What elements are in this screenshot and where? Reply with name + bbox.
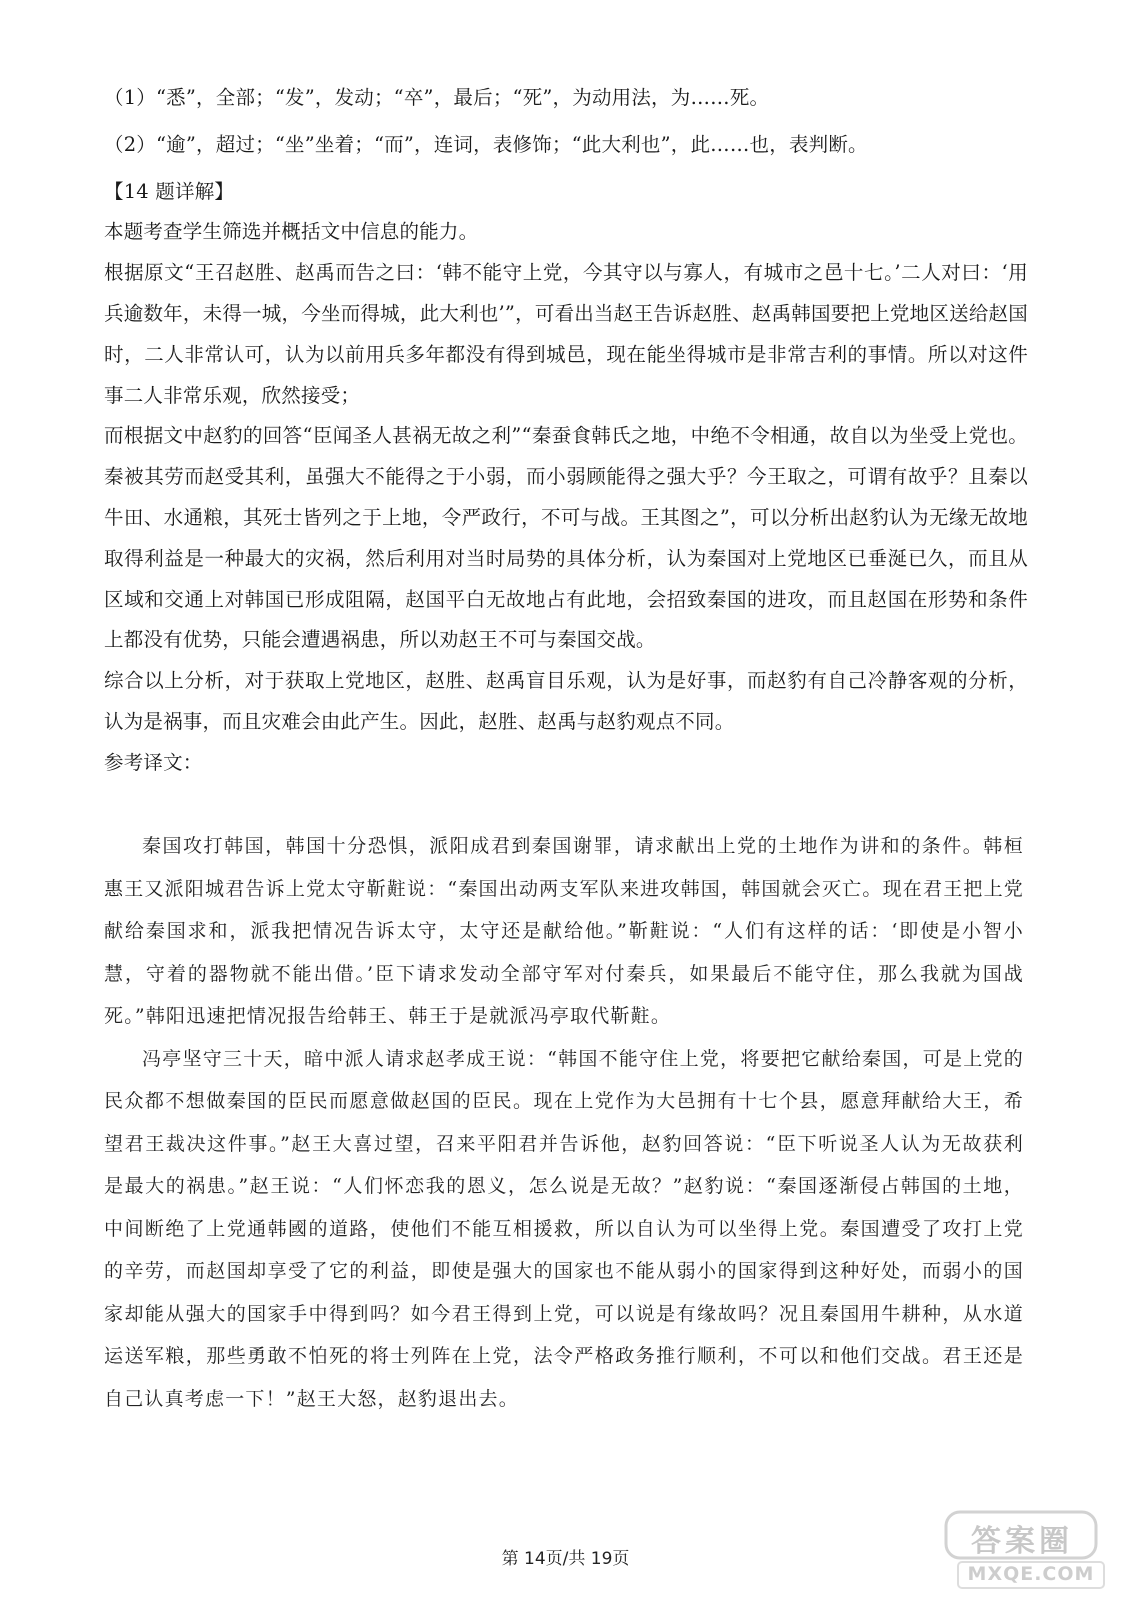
analysis-paragraph-2: 根据原文“王召赵胜、赵禹而告之曰：‘韩不能守上党，今其守以与寡人，有城市之邑十七。’二人对曰：‘用兵逾数年，未得一城，今坐而得城，此大利也’”，可看出当赵王告诉赵胜、赵禹韩国要把上党地区送给赵国时，二人非常认可，认为以前用兵多年都没有得到城邑，现在能坐得城市是非常吉利的事情。所以对这件事二人非常乐观，欣然接受； [104,261,1028,407]
page-number: 第 14页/共 19页 [501,1549,630,1569]
watermark-logo-text: 答案圈 [971,1524,1073,1559]
answer-section [104,78,1028,784]
translation-paragraph-1: 秦国攻打韩国，韩国十分恐惧，派阳成君到秦国谢罪，请求献出上党的土地作为讲和的条件。韩桓惠王又派阳城君告诉上党太守靳黈说：“秦国出动两支军队来进攻韩国，韩国就会灭亡。现在君王把上党献给秦国求和，派我把情况告诉太守，太守还是献给他。”靳黈说：“人们有这样的话：‘即使是小智小慧，守着的器物就不能出借。’臣下请求发动全部守军对付秦兵，如果最后不能守住，那么我就为国战死。”韩阳迅速把情况报告给韩王、韩王于是就派冯亭取代靳黈。 [104,835,1024,1027]
reference-translation [104,825,1024,1420]
analysis-paragraph-3: 而根据文中赵豹的回答“臣闻圣人甚祸无故之利”“秦蚕食韩氏之地，中绝不令相通，故自以为坐受上党也。秦被其劳而赵受其利，虽强大不能得之于小弱，而小弱顾能得之强大乎？今王取之，可谓有故乎？且秦以牛田、水通粮，其死士皆列之于上地，令严政行，不可与战。王其图之”，可以分析出赵豹认为无缘无故地取得利益是一种最大的灾祸，然后利用对当时局势的具体分析，认为秦国对上党地区已垂涎已久，而且从区域和交通上对韩国已形成阻隔，赵国平白无故地占有此地，会招致秦国的进攻，而且赵国在形势和条件上都没有优势，只能会遭遇祸患，所以劝赵王不可与秦国交战。 [104,424,1028,652]
analysis-paragraph-4: 综合以上分析，对于获取上党地区，赵胜、赵禹盲目乐观，认为是好事，而赵豹有自己冷静客观的分析，认为是祸事，而且灾难会由此产生。因此，赵胜、赵禹与赵豹观点不同。 [104,669,1028,733]
answer-line-1: （1）“悉”，全部；“发”，发动；“卒”，最后；“死”，为动用法，为……死。 [104,86,770,109]
answer-line-2: （2）“逾”，超过；“坐”坐着；“而”，连词，表修饰；“此大利也”，此……也，表判断。 [104,132,868,156]
watermark-url: MXQE.COM [967,1563,1095,1585]
analysis-paragraph-1: 本题考查学生筛选并概括文中信息的能力。 [104,220,479,244]
reference-translation-label: 参考译文： [104,750,203,774]
question-14-heading: 【14 题详解】 [104,179,235,203]
translation-paragraph-2: 冯亭坚守三十天，暗中派人请求赵孝成王说：“韩国不能守住上党，将要把它献给秦国，可是上党的民众都不想做秦国的臣民而愿意做赵国的臣民。现在上党作为大邑拥有十七个县，愿意拜献给大王，希望君王裁决这件事。”赵王大喜过望，召来平阳君并告诉他，赵豹回答说：“臣下听说圣人认为无故获利是最大的祸患。”赵王说：“人们怀恋我的恩义，怎么说是无故？”赵豹说：“秦国逐渐侵占韩国的土地，中间断绝了上党通韩國的道路，使他们不能互相援救，所以自认为可以坐得上党。秦国遭受了攻打上党的辛劳，而赵国却享受了它的利益，即使是强大的国家也不能从弱小的国家得到这种好处，而弱小的国家却能从强大的国家手中得到吗？如今君王得到上党，可以说是有缘故吗？况且秦国用牛耕种，从水道运送军粮，那些勇敢不怕死的将士列阵在上党，法令严格政务推行顺利，不可以和他们交战。君王还是自己认真考虑一下！”赵王大怒，赵豹退出去。 [104,1047,1024,1410]
